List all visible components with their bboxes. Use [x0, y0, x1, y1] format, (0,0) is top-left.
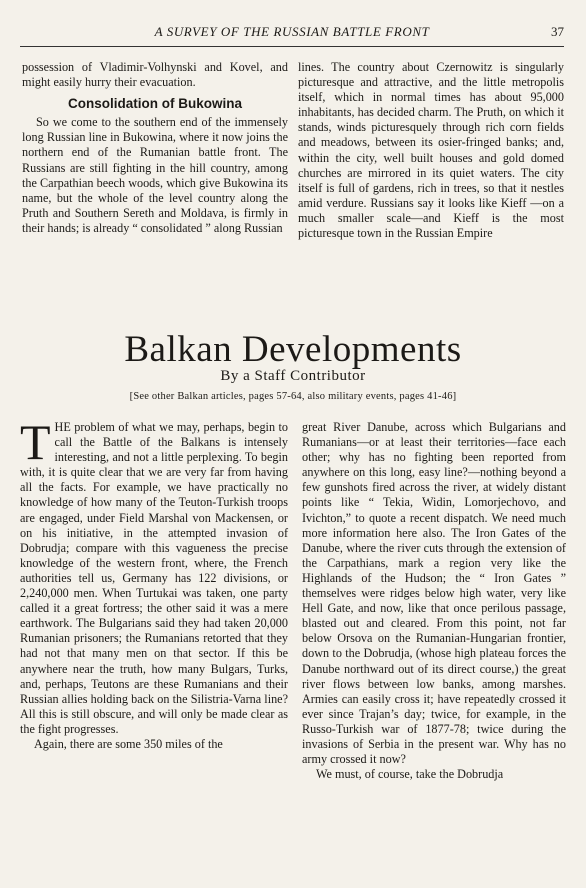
paragraph: great River Danube, across which Bulgarians and Rumanians—or at least their territories—face each other; why has no fighting been reported from anywhere on this long, easy line?—nothing beyond a few gunshots fired across the river, at widely distant points like “ Tekia, Widin, Lomorjechovo, and Ivichton,” to quote a recent dispatch. We need much more information here also. The Iron Gates of the Danube, where the river cuts through the extension of the Carpathians, mark a region very like the Highlands of the Hudson; the “ Iron Gates ” themselves were ridges below high water, very like Hell Gate, and now, like that once perilous passage, blasted out and cleared. From this point, not far below Orsova on the Rumanian-Hungarian frontier, down to the Dobrudja, (whose high plateau forces the Danube northward out of its direct course,) the great river flows between low banks, among marshes. Armies can easily cross it; have repeatedly crossed it ever since Trajan’s day; twice, for example, in the Russo-Turkish war of 1877-78; twice during the invasions of Serbia in the present war. Why has no army crossed it now? [302, 420, 566, 767]
paragraph: We must, of course, take the Dobrudja [316, 767, 504, 782]
page-number: 37 [551, 24, 564, 39]
paragraph: So we come to the southern end of the immensely long Russian line in Bukowina, where it now joins the northern end of the Rumanian battle front. The Russians are still fighting in the hill country, among the Carpathian beech woods, which give Bukowina its name, but the whole of the level country along the Pruth and Southern Sereth and Moldava, is firmly in their hands; is already “ consolidated ” along Russian [22, 115, 288, 235]
paragraph: Again, there are some 350 miles of the [34, 736, 223, 751]
cross-reference-note: [See other Balkan articles, pages 57-64, also military events, pages 41-46] [129, 391, 457, 402]
drop-cap: T [20, 414, 51, 470]
bottom-right-column [302, 420, 566, 782]
paragraph: lines. The country about Czernowitz is singularly picturesque and attractive, and the little metropolis itself, which in normal times has about 95,000 inhabitants, has decided charm. The Pruth, on which it stands, winds picturesquely through rich corn fields and meadows, between its osier-fringed banks; and, within the city, well built houses and gold domed churches are mirrored in its quiet waters. The city itself is full of gardens, rich in trees, so that it nestles amid verdure. Russians say it looks like Kieff —on a much smaller scale—and Kieff is the most picturesque town in the Russian Empire [298, 60, 564, 241]
paragraph: possession of Vladimir-Volhynski and Kovel, and might easily hurry their evacuation. [22, 60, 288, 90]
paragraph [20, 414, 288, 737]
paragraph-text: HE problem of what we may, perhaps, begin to call the Battle of the Balkans is intensely interesting, and not a little perplexing. To begin with, it is quite clear that we are very far from having all the facts. For example, we have practically no knowledge of how many of the Teuton-Turkish troops are engaged, under Field Marshal von Mackensen, or on his initiative, in the attempted invasion of Dobrudja; compare with this vagueness the precise knowledge of the western front, where, the French authorities tell us, Germany has 122 divisions, or 2,240,000 men. When Turtukai was taken, one party called it a great fortress; the other said it was a mere earthwork. The Bulgarians said they had taken 20,000 Rumanian prisoners; the Rumanians retorted that they had not that many men on that sector. If this be anywhere near the truth, how many Bulgars, Turks, and, perhaps, Teutons are these Rumanians and their Russian allies holding back on the Silistria-Varna line? All this is still obscure, and will only be made clear as the fight progresses. [20, 420, 288, 736]
running-header [20, 22, 564, 47]
article-title: Balkan Developments [124, 329, 462, 370]
top-right-column [298, 60, 564, 241]
running-title: A SURVEY OF THE RUSSIAN BATTLE FRONT [154, 24, 430, 39]
top-left-column [22, 60, 288, 236]
section-subheading: Consolidation of Bukowina [68, 96, 242, 112]
bottom-left-column [20, 414, 288, 752]
article-byline: By a Staff Contributor [220, 368, 366, 384]
